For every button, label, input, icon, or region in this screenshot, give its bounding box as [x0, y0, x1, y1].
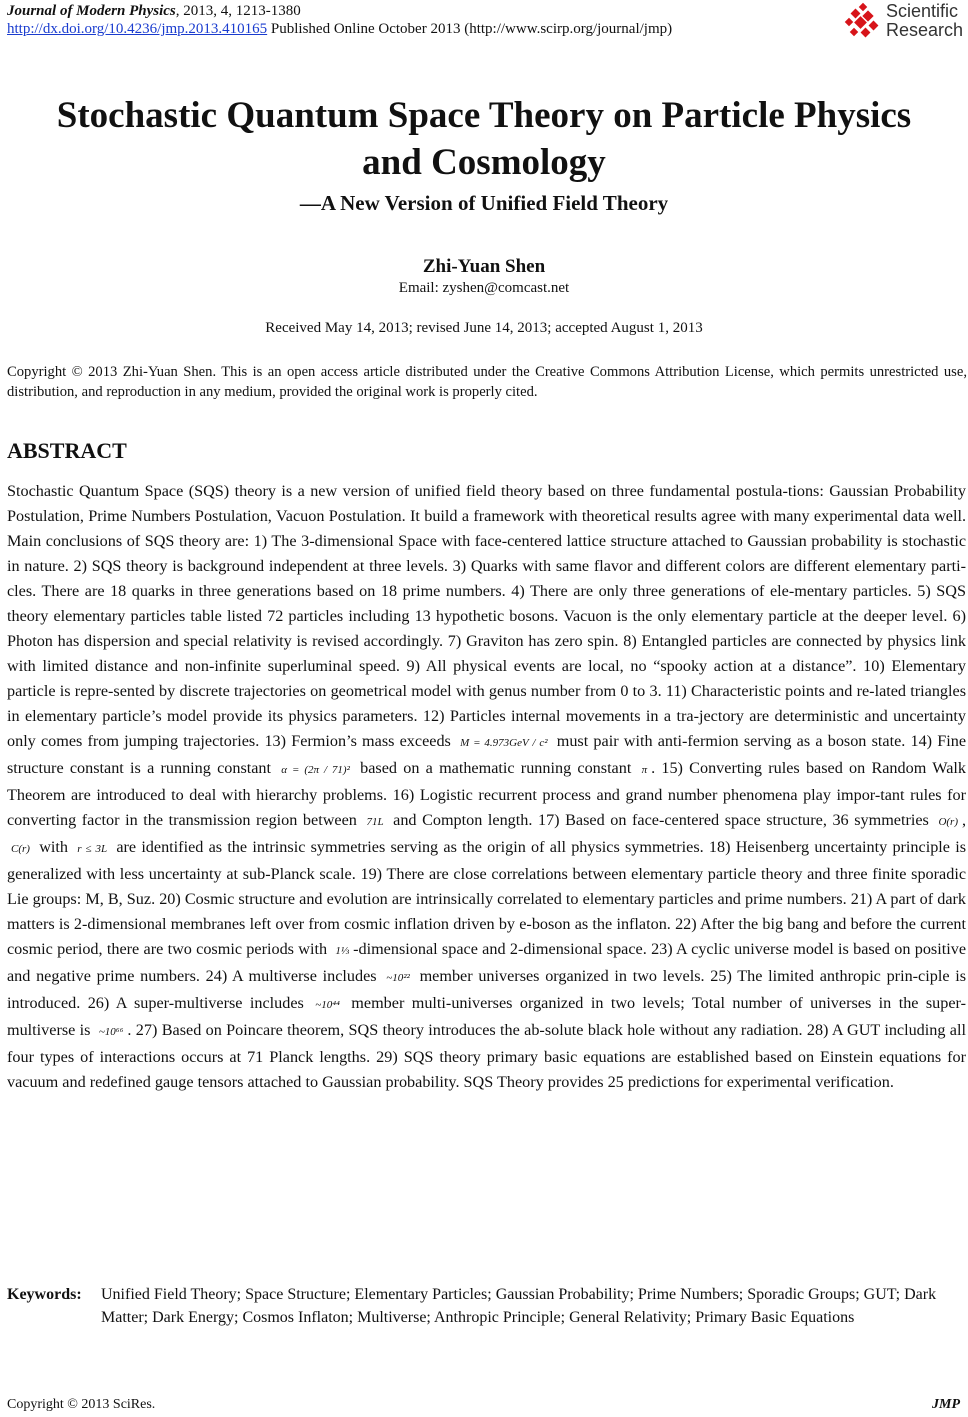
doi-link[interactable]: http://dx.doi.org/10.4236/jmp.2013.410165 [7, 21, 268, 37]
abstract-text: . 15) Converting rules based on Random Walk Theorem are introduced to deal with hierarchy problems. 16) Logistic recurrent process and grand number phenomena play impor-tant rules for converting factor in the transmission region between [7, 759, 967, 829]
abstract-text: -dimensional space and 2-dimensional space. 23) A cyclic universe model is based on positive and negative prime numbers. 24) A multiverse includes [7, 940, 967, 985]
math-or: O(r) [938, 816, 958, 828]
title-line2: and Cosmology [362, 142, 606, 183]
math-10-22: ~10²² [386, 972, 410, 984]
math-r3lp: r ≤ 3L [77, 843, 108, 855]
abstract-text: must pair with anti-fermion serving as a boson state. 14) Fine structure constant is a running constant [7, 732, 967, 777]
math-pi: π [641, 764, 648, 776]
author-email: Email: zyshen@comcast.net [398, 280, 570, 296]
math-mass: M = 4.973GeV / c² [460, 737, 548, 749]
math-alpha: α = (2π / 71)² [281, 764, 350, 776]
journal-name: Journal of Modern Physics [7, 3, 176, 19]
footer-copyright: Copyright © 2013 SciRes. [7, 1397, 156, 1412]
abstract-text: Stochastic Quantum Space (SQS) theory is a new version of unified field theory based on three fundamental postula-tions: Gaussian Probability Postulation, Prime Numbers Postulation, Vacuon Postulation. It build a framework with theoretical results agree with many experimental data well. Main conclusions of SQS theory are: 1) The 3-dimensional Space with face-centered lattice structure attached to Gaussian probability is stochastic in nature. 2) SQS theory is background independent at three levels. 3) Quarks with same flavor and different colors are different elementary parti-cles. There are 18 quarks in three generations based on 18 prime numbers. 4) There are only three generations of ele-mentary particles. 5) SQS theory elementary particles table listed 72 particles including 13 hypothetic bosons. Vacuon is the only elementary particle at the deeper level. 6) Photon has dispersion and special relativity is revised accordingly. 7) Graviton has zero spin. 8) Entangled particles are connected by physics link with limited distance and non-infinite superluminal speed. 9) All physical events are local, no “spooky action at a distance”. 10) Elementary particle is repre-sented by discrete trajectories on geometrical model with genus number from 0 to 3. 11) Characteristic points and re-lated triangles in elementary particle’s model provide its physics parameters. 12) Particles internal movements in a tra-jectory are deterministic and uncertainty only comes from jumping trajectories. 13) Fermion’s mass exceeds [7, 482, 966, 750]
math-cr: C(r) [11, 843, 30, 855]
scirp-logo [842, 2, 962, 46]
paper-title [0, 92, 968, 186]
math-10-66: ~10⁶⁶ [98, 1026, 124, 1038]
received-dates: Received May 14, 2013; revised June 14, 2013; accepted August 1, 2013 [265, 320, 703, 336]
scirp-logo-icon [842, 2, 882, 42]
abstract-text: , [962, 811, 967, 829]
keywords-list: Unified Field Theory; Space Structure; Elementary Particles; Gaussian Probability; Prime Numbers; Sporadic Groups; GUT; Dark Matter; Dark Energy; Cosmos Inflaton; Multiverse; Anthropic Principle; General Relativity; Primary Basic Equations [101, 1286, 937, 1326]
abstract-text: . 27) Based on Poincare theorem, SQS theory introduces the ab-solute black hole without any radiation. 28) A GUT including all four types of interactions occurs at 71 Planck lengths. 29) SQS theory primary basic equations are established based on Einstein equations for vacuum and redefined gauge tensors attached to Gaussian probability. SQS Theory provides 25 predictions for experimental verification. [7, 1021, 966, 1091]
abstract-heading: ABSTRACT [7, 438, 127, 463]
title-line1: Stochastic Quantum Space Theory on Particle Physics [56, 95, 912, 136]
published-info: Published Online October 2013 (http://www.scirp.org/journal/jmp) [267, 21, 673, 37]
copyright-notice: Copyright © 2013 Zhi-Yuan Shen. This is an open access article distributed under the Creative Commons Attribution License, which permits unrestricted use, distribution, and reproduction in any medium, provided the original work is properly cited. [7, 364, 967, 400]
abstract-text: member multi-universes organized in two levels; Total number of universes in the super-multiverse is [7, 994, 967, 1039]
math-one-third: 1⅓ [335, 945, 350, 957]
logo-line2: Research [886, 20, 964, 40]
abstract-text: are identified as the intrinsic symmetries serving as the origin of all physics symmetries. 18) Heisenberg uncertainty principle is generalized with less uncertainty at sub-Planck scale. 19) There are close correlations between elementary particle theory and three finite sporadic Lie groups: M, B, Suz. 20) Cosmic structure and evolution are intrinsically correlated to elementary particles and prime numbers. 21) A part of dark matters is 2-dimensional membranes left over from cosmic inflation driven by e-boson as the inflaton. 22) After the big bang and before the current cosmic period, there are two cosmic periods with [7, 838, 967, 958]
journal-header [7, 2, 301, 20]
footer-journal: JMP [932, 1397, 960, 1412]
math-71lp: 71L [366, 816, 384, 828]
keywords-label: Keywords: [7, 1286, 82, 1303]
abstract-text: and Compton length. 17) Based on face-centered space structure, 36 symmetries [393, 811, 929, 829]
abstract-text: member universes organized in two levels. 25) The limited anthropic prin-ciple is introduced. 26) A super-multiverse includes [7, 967, 967, 1012]
abstract-text: with [39, 838, 68, 856]
journal-issue: , 2013, 4, 1213-1380 [175, 3, 301, 19]
doi-line [7, 20, 672, 38]
logo-line1: Scientific [886, 1, 959, 21]
abstract-body [7, 479, 966, 1095]
paper-subtitle: —A New Version of Unified Field Theory [299, 191, 669, 215]
abstract-text: based on a mathematic running constant [360, 759, 632, 777]
author-name: Zhi-Yuan Shen [422, 256, 546, 277]
math-10-44: ~10⁴⁴ [315, 999, 340, 1011]
